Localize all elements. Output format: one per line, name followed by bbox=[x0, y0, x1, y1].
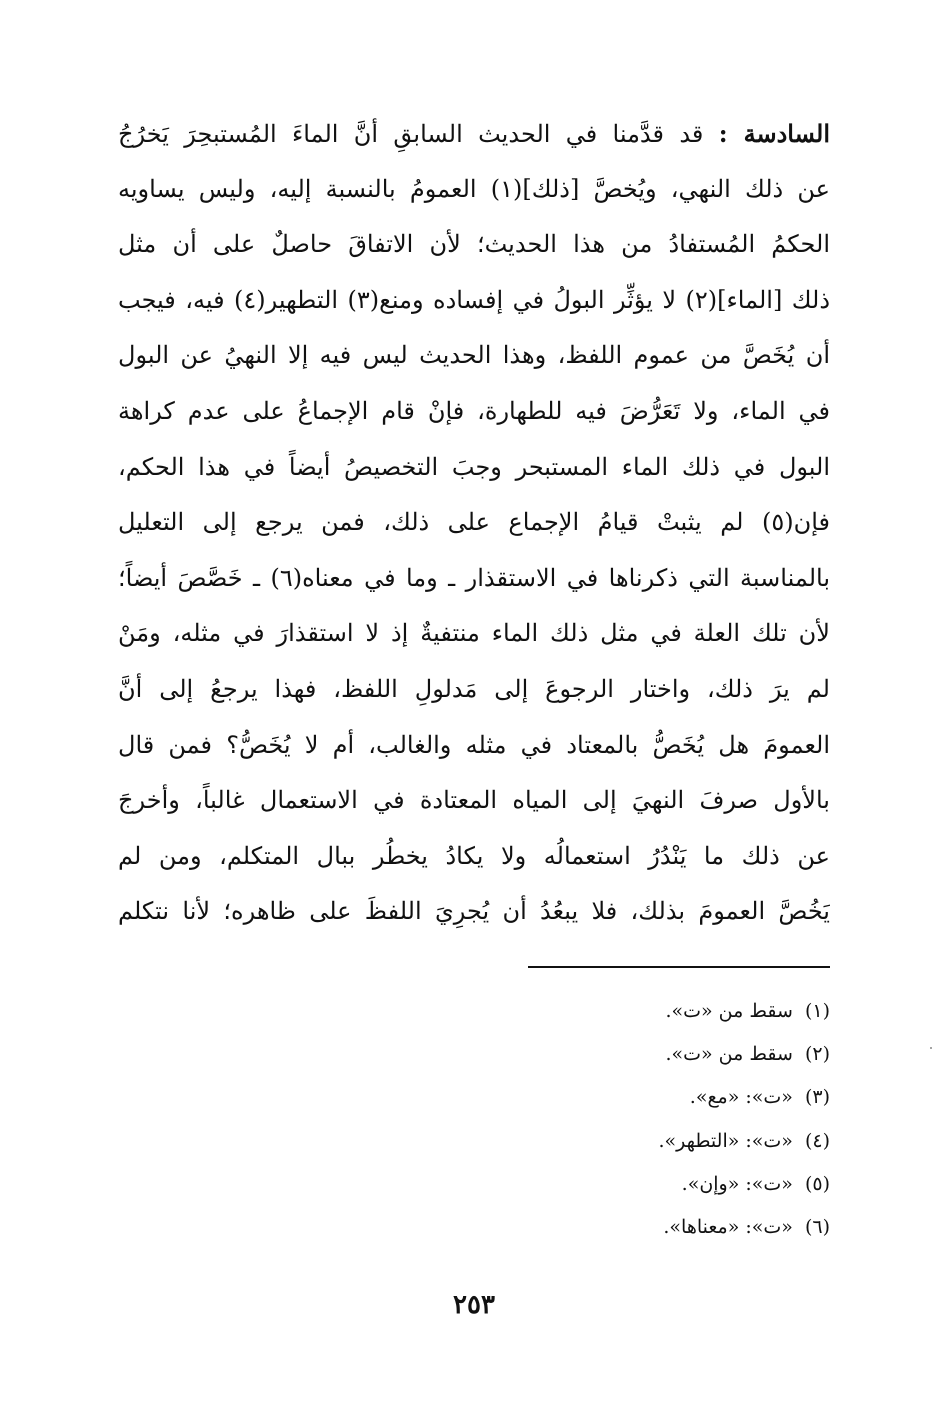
footnote-1 bbox=[430, 990, 830, 1033]
text-line-4: ذلك [الماء](٢) لا يؤثِّر البولُ في إفساده ومنع(٣) التطهير(٤) فيه، فيجب bbox=[118, 285, 830, 314]
footnote-6 bbox=[430, 1206, 830, 1249]
section-lead: السادسة : bbox=[718, 119, 830, 148]
footnote-2 bbox=[430, 1033, 830, 1076]
footnotes bbox=[430, 990, 830, 1249]
text-line-2: عن ذلك النهي، ويُخصَّ [ذلك](١) العمومُ بالنسبة إليه، وليس يساويه bbox=[118, 174, 830, 203]
footnote-number: (١) bbox=[804, 1000, 830, 1022]
text-line-1 bbox=[118, 106, 830, 162]
text-line-1-rest: قد قدَّمنا في الحديث السابقِ أنَّ الماءَ المُستبحِرَ يَخرُجُ bbox=[118, 120, 704, 148]
text-line-10: لأن تلك العلة في مثل ذلك الماء منتفيةٌ إذ لا استقذارَ في مثله، ومَنْ bbox=[118, 619, 830, 648]
text-line-14: عن ذلك ما يَنْدُرُ استعمالُه ولا يكادُ يخطُر ببال المتكلم، ومن لم bbox=[118, 841, 830, 870]
text-line-12: العمومَ هل يُخَصُّ بالمعتاد في مثله والغالب، أم لا يُخَصُّ؟ فمن قال bbox=[118, 730, 830, 759]
footnote-number: (٦) bbox=[804, 1215, 830, 1238]
footnote-number: (٣) bbox=[804, 1086, 830, 1109]
footnote-5 bbox=[430, 1163, 830, 1206]
page-number: ٢٥٣ bbox=[453, 1290, 495, 1320]
main-text bbox=[118, 106, 830, 940]
footnote-number: (٤) bbox=[804, 1129, 830, 1152]
text-line-13: بالأول صرفَ النهيَ إلى المياه المعتادة في الاستعمال غالباً، وأخرجَ bbox=[118, 786, 830, 815]
footnote-number: (٥) bbox=[804, 1172, 830, 1195]
text-line-11: لم يرَ ذلك، واختار الرجوعَ إلى مَدلولِ اللفظ، فهذا يرجعُ إلى أنَّ bbox=[118, 674, 830, 703]
footnote-text: سقط من «ت». bbox=[665, 1043, 793, 1066]
footnote-text: «ت»: «معناها». bbox=[663, 1215, 793, 1238]
text-line-5: أن يُخَصَّ من عموم اللفظ، وهذا الحديث ليس فيه إلا النهيُ عن البول bbox=[118, 341, 830, 370]
footnote-text: «ت»: «وإن». bbox=[681, 1172, 793, 1195]
text-line-15: يَخُصَّ العمومَ بذلك، فلا يبعُدُ أن يُجرِيَ اللفظَ على ظاهره؛ لأنا نتكلم bbox=[118, 897, 830, 926]
footnote-number: (٢) bbox=[804, 1043, 830, 1066]
text-line-7: البول في ذلك الماء المستبحر وجبَ التخصيصُ أيضاً في هذا الحكم، bbox=[118, 452, 830, 481]
text-line-3: الحكمُ المُستفادُ من هذا الحديث؛ لأن الاتفاقَ حاصلٌ على أن مثل bbox=[118, 230, 830, 259]
footnote-3 bbox=[430, 1076, 830, 1119]
text-line-8: فإن(٥) لم يثبتْ قيامُ الإجماع على ذلك، فمن يرجع إلى التعليل bbox=[118, 508, 830, 537]
footnote-text: «ت»: «مع». bbox=[689, 1086, 793, 1109]
footnote-separator bbox=[528, 966, 830, 968]
footnote-4 bbox=[430, 1120, 830, 1163]
scan-speck bbox=[930, 1047, 932, 1049]
text-line-6: في الماء، ولا تَعَرُّضَ فيه للطهارة، فإنْ قام الإجماعُ على عدم كراهة bbox=[118, 396, 830, 425]
text-line-9: بالمناسبة التي ذكرناها في الاستقذار ـ وما في معناه(٦) ـ خَصَّصَ أيضاً؛ bbox=[118, 563, 830, 592]
footnote-text: «ت»: «التطهر». bbox=[658, 1129, 793, 1152]
footnote-text: سقط من «ت». bbox=[665, 1000, 793, 1022]
